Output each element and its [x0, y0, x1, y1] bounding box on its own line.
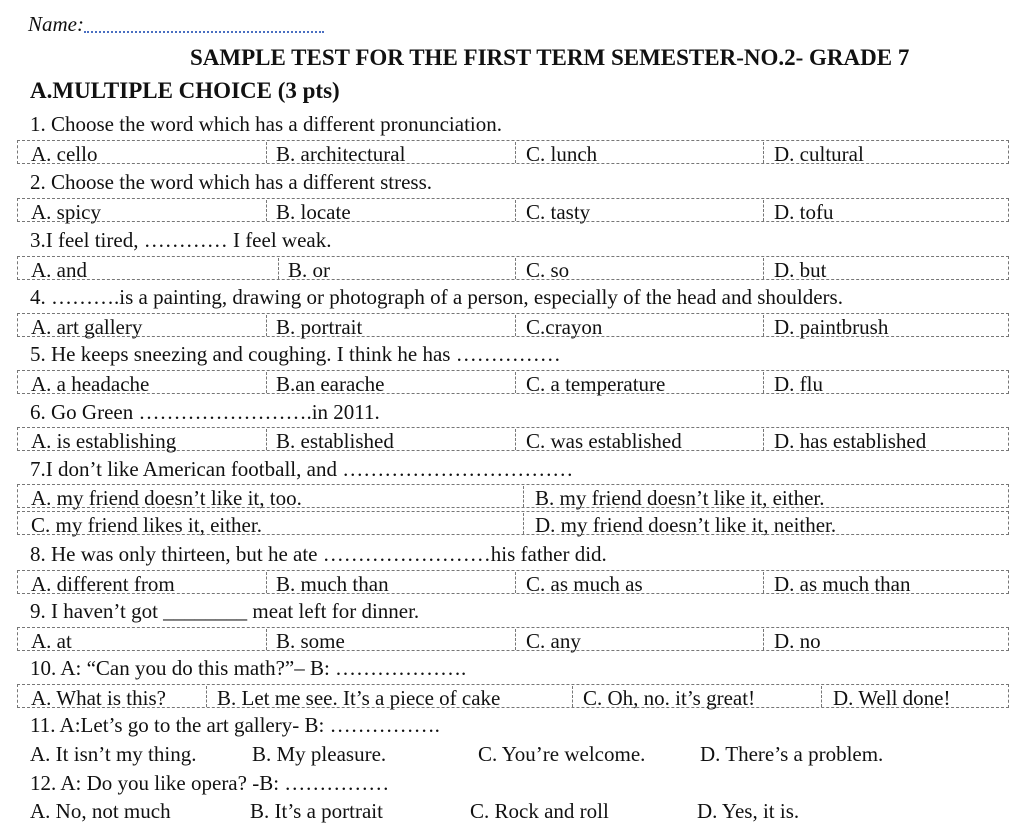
cell-divider — [515, 572, 516, 593]
question-6: 6. Go Green …………………….in 2011. — [30, 400, 380, 424]
cell-divider — [206, 686, 207, 707]
options-row-2 — [17, 198, 1009, 222]
question-7: 7.I don’t like American football, and …………………………… — [30, 457, 574, 481]
cell-divider — [763, 315, 764, 336]
option-7d: D. my friend doesn’t like it, neither. — [535, 513, 837, 537]
question-4: 4. ……….is a painting, drawing or photograph of a person, especially of the head and shoulders. — [30, 285, 843, 309]
question-10: 10. A: “Can you do this math?”– B: ………………. — [30, 656, 467, 680]
option-7a: A. my friend doesn’t like it, too. — [31, 486, 302, 510]
question-2: 2. Choose the word which has a different stress. — [30, 170, 433, 194]
option-4d: D. paintbrush — [774, 315, 889, 339]
name-label: Name: — [28, 12, 84, 36]
cell-divider — [763, 372, 764, 393]
option-4b: B. portrait — [276, 315, 363, 339]
cell-divider — [572, 686, 573, 707]
option-1a: A. cello — [31, 142, 98, 166]
question-9: 9. I haven’t got ________ meat left for dinner. — [30, 599, 420, 623]
option-10b: B. Let me see. It’s a piece of cake — [217, 686, 501, 710]
option-6b: B. established — [276, 429, 394, 453]
option-8a: A. different from — [31, 572, 175, 596]
option-9c: C. any — [526, 629, 581, 653]
cell-divider — [515, 629, 516, 650]
cell-divider — [821, 686, 822, 707]
option-11d: D. There’s a problem. — [700, 742, 884, 766]
cell-divider — [763, 429, 764, 450]
option-4c: C.crayon — [526, 315, 603, 339]
option-12d: D. Yes, it is. — [697, 799, 800, 823]
question-11: 11. A:Let’s go to the art gallery- B: ……………. — [30, 713, 440, 737]
options-row-1 — [17, 140, 1009, 164]
option-9a: A. at — [31, 629, 72, 653]
option-5c: C. a temperature — [526, 372, 666, 396]
section-heading: A.MULTIPLE CHOICE (3 pts) — [30, 78, 340, 103]
option-6d: D. has established — [774, 429, 927, 453]
options-row-8 — [17, 570, 1009, 594]
option-12a: A. No, not much — [30, 799, 171, 823]
option-6c: C. was established — [526, 429, 682, 453]
name-blank — [84, 17, 324, 33]
option-8b: B. much than — [276, 572, 389, 596]
option-11a: A. It isn’t my thing. — [30, 742, 197, 766]
options-row-7b — [17, 511, 1009, 535]
option-2c: C. tasty — [526, 200, 591, 224]
cell-divider — [266, 200, 267, 221]
cell-divider — [515, 372, 516, 393]
options-row-6 — [17, 427, 1009, 451]
cell-divider — [266, 429, 267, 450]
option-7b: B. my friend doesn’t like it, either. — [535, 486, 825, 510]
option-1d: D. cultural — [774, 142, 864, 166]
option-11c: C. You’re welcome. — [478, 742, 646, 766]
option-3b: B. or — [288, 258, 330, 282]
question-1: 1. Choose the word which has a different pronunciation. — [30, 112, 502, 136]
cell-divider — [266, 142, 267, 163]
option-1c: C. lunch — [526, 142, 598, 166]
question-5: 5. He keeps sneezing and coughing. I think he has …………… — [30, 342, 561, 366]
options-row-5 — [17, 370, 1009, 394]
option-3d: D. but — [774, 258, 827, 282]
options-row-4 — [17, 313, 1009, 337]
cell-divider — [266, 372, 267, 393]
option-6a: A. is establishing — [31, 429, 177, 453]
option-3a: A. and — [31, 258, 87, 282]
cell-divider — [515, 315, 516, 336]
question-3: 3.I feel tired, ………… I feel weak. — [30, 228, 332, 252]
cell-divider — [523, 513, 524, 534]
cell-divider — [763, 142, 764, 163]
option-1b: B. architectural — [276, 142, 406, 166]
option-10c: C. Oh, no. it’s great! — [583, 686, 756, 710]
document-title: SAMPLE TEST FOR THE FIRST TERM SEMESTER-NO.2- GRADE 7 — [190, 45, 910, 70]
option-9d: D. no — [774, 629, 821, 653]
cell-divider — [763, 258, 764, 279]
cell-divider — [515, 258, 516, 279]
option-5b: B.an earache — [276, 372, 385, 396]
cell-divider — [266, 315, 267, 336]
options-row-9 — [17, 627, 1009, 651]
name-line — [28, 14, 324, 35]
option-10d: D. Well done! — [833, 686, 951, 710]
cell-divider — [278, 258, 279, 279]
option-5d: D. flu — [774, 372, 823, 396]
option-2d: D. tofu — [774, 200, 834, 224]
cell-divider — [763, 200, 764, 221]
option-8c: C. as much as — [526, 572, 643, 596]
option-7c: C. my friend likes it, either. — [31, 513, 262, 537]
cell-divider — [266, 629, 267, 650]
option-2a: A. spicy — [31, 200, 101, 224]
cell-divider — [266, 572, 267, 593]
question-8: 8. He was only thirteen, but he ate ……………………his father did. — [30, 542, 607, 566]
option-2b: B. locate — [276, 200, 351, 224]
cell-divider — [515, 142, 516, 163]
cell-divider — [515, 200, 516, 221]
option-3c: C. so — [526, 258, 570, 282]
cell-divider — [763, 572, 764, 593]
option-10a: A. What is this? — [31, 686, 166, 710]
option-8d: D. as much than — [774, 572, 911, 596]
question-12: 12. A: Do you like opera? -B: …………… — [30, 771, 390, 795]
option-12c: C. Rock and roll — [470, 799, 609, 823]
options-row-7a — [17, 484, 1009, 508]
option-11b: B. My pleasure. — [252, 742, 387, 766]
options-row-10 — [17, 684, 1009, 708]
cell-divider — [515, 429, 516, 450]
option-4a: A. art gallery — [31, 315, 143, 339]
option-12b: B. It’s a portrait — [250, 799, 383, 823]
cell-divider — [763, 629, 764, 650]
option-9b: B. some — [276, 629, 345, 653]
cell-divider — [523, 486, 524, 507]
options-row-3 — [17, 256, 1009, 280]
option-5a: A. a headache — [31, 372, 150, 396]
